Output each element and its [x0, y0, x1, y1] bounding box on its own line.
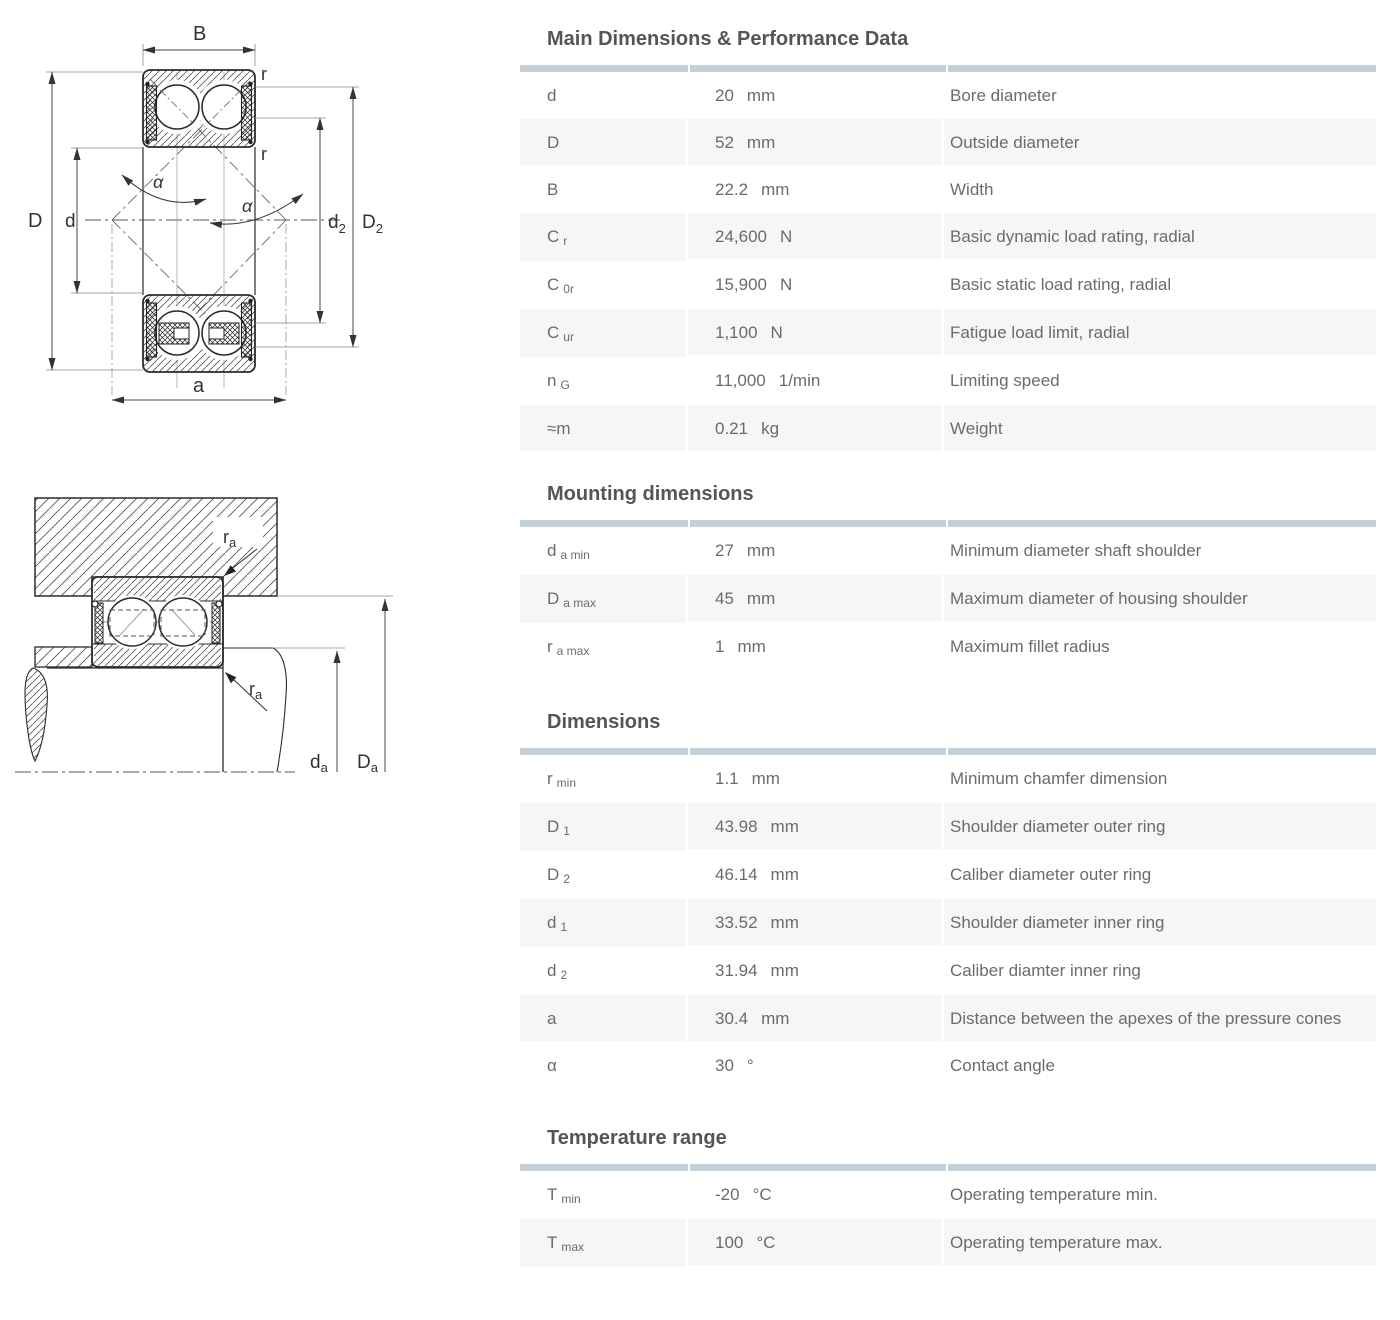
symbol-cell: D 1	[520, 803, 688, 851]
value-cell	[688, 405, 944, 451]
table-section	[520, 481, 1376, 671]
table-row	[520, 166, 1376, 213]
header-bar-segment	[948, 520, 1376, 527]
description-cell: Minimum chamfer dimension	[950, 769, 1168, 788]
symbol-subscript: a max	[563, 596, 596, 610]
header-bar-segment	[520, 748, 688, 755]
dim-label-D2: $D_2$	[362, 212, 383, 236]
table-row	[520, 851, 1376, 899]
value: 1	[715, 637, 725, 656]
symbol-cell: T min	[520, 1171, 688, 1219]
value: 46.14	[715, 865, 758, 884]
table-row	[520, 261, 1376, 309]
value: 15,900	[715, 275, 767, 294]
header-bar-segment	[690, 1164, 946, 1171]
mounting-drawing	[5, 465, 435, 825]
symbol-cell: D 2	[520, 851, 688, 899]
description-cell: Contact angle	[950, 1056, 1055, 1075]
table-row	[520, 803, 1376, 851]
header-bar-segment	[690, 748, 946, 755]
header-bar-segment	[520, 520, 688, 527]
description-cell: Width	[950, 180, 994, 199]
dim-Da	[357, 599, 385, 775]
description-cell: Outside diameter	[944, 119, 1376, 165]
value-cell	[688, 1042, 944, 1088]
value: 43.98	[715, 817, 758, 836]
dim-label-d2: $d_2$	[328, 212, 346, 236]
header-bar-segment	[948, 748, 1376, 755]
symbol-subscript: 0r	[563, 282, 574, 296]
symbol-cell: ≈m	[520, 405, 688, 451]
spec-tables	[520, 0, 1376, 1267]
description-cell: Caliber diamter inner ring	[950, 961, 1141, 980]
contact-angle-annotation	[122, 172, 303, 224]
table-header-bar	[520, 520, 1376, 527]
unit: mm	[737, 637, 766, 656]
bearing-cross-section-drawing	[10, 10, 430, 440]
dim-label-ra: $r_a$	[249, 679, 263, 702]
unit: mm	[746, 133, 776, 152]
unit: °	[746, 1056, 754, 1075]
unit: kg	[761, 419, 780, 438]
symbol-cell: C ur	[520, 309, 688, 357]
value-cell	[688, 166, 944, 212]
unit: N	[780, 227, 793, 246]
description-cell: Fatigue load limit, radial	[944, 309, 1376, 355]
bearing-section	[92, 577, 223, 667]
table-row	[520, 1219, 1376, 1267]
header-bar-segment	[520, 1164, 688, 1171]
dim-label-r-top: r	[261, 64, 267, 84]
symbol-subscript: 1	[560, 920, 568, 934]
symbol-cell: n G	[520, 357, 688, 405]
value-cell	[688, 899, 944, 945]
value-cell	[688, 261, 944, 307]
unit: mm	[770, 865, 799, 884]
description-cell: Maximum fillet radius	[950, 637, 1110, 656]
dim-label-d: d	[65, 211, 76, 232]
table-row	[520, 309, 1376, 357]
symbol-subscript: a max	[556, 644, 590, 658]
value-cell	[688, 575, 944, 621]
description-cell: Operating temperature min.	[950, 1185, 1158, 1204]
table-row	[520, 357, 1376, 405]
bearing-bore-edges	[143, 147, 255, 295]
table-row	[520, 755, 1376, 803]
dim-D	[28, 72, 143, 370]
dim-da	[310, 651, 337, 775]
symbol-subscript: ur	[563, 330, 574, 344]
dim-label-ra: $r_a$	[223, 527, 237, 550]
unit: mm	[770, 961, 799, 980]
dim-label-a: a	[193, 375, 205, 397]
symbol-cell: r a max	[520, 623, 688, 671]
description-cell: Maximum diameter of housing shoulder	[944, 575, 1376, 621]
unit: °C	[756, 1233, 776, 1252]
unit: mm	[761, 1009, 790, 1028]
symbol-cell: a	[520, 995, 688, 1041]
bearing-upper-section	[143, 70, 255, 147]
unit: mm	[746, 86, 776, 105]
table-row	[520, 575, 1376, 623]
seal	[242, 86, 252, 140]
unit: mm	[761, 180, 790, 199]
value: 1.1	[715, 769, 739, 788]
dim-label-B: B	[193, 23, 207, 45]
seal	[147, 303, 157, 357]
value-cell	[688, 803, 944, 849]
table-header-bar	[520, 1164, 1376, 1171]
section-title: Mounting dimensions	[547, 483, 754, 505]
table-section	[520, 709, 1376, 1089]
dim-label-r-bottom: r	[261, 144, 267, 164]
unit: mm	[746, 541, 776, 560]
unit: N	[780, 275, 793, 294]
value-cell	[688, 1219, 944, 1265]
seal	[212, 603, 220, 643]
value: 30.4	[715, 1009, 749, 1028]
seal	[147, 86, 157, 140]
value-cell	[688, 755, 944, 801]
table-row	[520, 1171, 1376, 1219]
table-row	[520, 72, 1376, 119]
description-cell: Operating temperature max.	[944, 1219, 1376, 1265]
value: 33.52	[715, 913, 758, 932]
unit: mm	[770, 913, 799, 932]
value: 22.2	[715, 180, 749, 199]
description-cell: Bore diameter	[950, 86, 1057, 105]
unit: N	[770, 323, 783, 342]
unit: mm	[751, 769, 780, 788]
header-bar-segment	[690, 520, 946, 527]
value-cell	[688, 357, 944, 403]
section-title: Temperature range	[547, 1127, 727, 1149]
header-bar-segment	[948, 1164, 1376, 1171]
table-row	[520, 947, 1376, 995]
table-row	[520, 623, 1376, 671]
table-header-bar	[520, 65, 1376, 72]
value: 52	[715, 133, 734, 152]
value: 31.94	[715, 961, 758, 980]
alpha-label: α	[153, 172, 164, 192]
symbol-cell: D	[520, 119, 688, 165]
bearing-lower-section	[143, 295, 255, 372]
dim-label-Da: $D_a$	[357, 752, 378, 775]
unit: mm	[746, 589, 776, 608]
table-row	[520, 405, 1376, 452]
header-bar-segment	[520, 65, 688, 72]
table-section	[520, 1125, 1376, 1267]
symbol-subscript: 2	[563, 872, 570, 886]
dim-label-da: $d_a$	[310, 752, 328, 775]
symbol-cell: d	[520, 72, 688, 118]
value: 24,600	[715, 227, 767, 246]
unit: °C	[752, 1185, 772, 1204]
header-bar-segment	[690, 65, 946, 72]
section-title: Main Dimensions & Performance Data	[547, 28, 909, 50]
description-cell: Limiting speed	[950, 371, 1060, 390]
description-cell: Shoulder diameter inner ring	[944, 899, 1376, 945]
value: 45	[715, 589, 734, 608]
value: -20	[715, 1185, 740, 1204]
value-cell	[688, 623, 944, 669]
dim-B	[143, 23, 255, 66]
symbol-subscript: 2	[560, 968, 568, 982]
symbol-cell: d a min	[520, 527, 688, 575]
symbol-subscript: r	[563, 234, 568, 248]
symbol-cell: B	[520, 166, 688, 212]
value: 0.21	[715, 419, 749, 438]
description-cell: Shoulder diameter outer ring	[944, 803, 1376, 849]
symbol-cell: r min	[520, 755, 688, 803]
value-cell	[688, 995, 944, 1041]
description-cell: Caliber diameter outer ring	[950, 865, 1152, 884]
table-row	[520, 527, 1376, 575]
table-row	[520, 995, 1376, 1042]
value-cell	[688, 527, 944, 573]
symbol-cell: α	[520, 1042, 688, 1088]
symbol-cell: d 1	[520, 899, 688, 947]
description-cell: Basic static load rating, radial	[950, 275, 1172, 294]
dim-d	[65, 148, 143, 293]
description-cell: Basic dynamic load rating, radial	[944, 213, 1376, 259]
table-row	[520, 1042, 1376, 1089]
seal	[242, 303, 252, 357]
description-cell: Weight	[944, 405, 1376, 451]
table-header-bar	[520, 748, 1376, 755]
value-cell	[688, 213, 944, 259]
description-cell: Distance between the apexes of the pressure cones	[944, 995, 1376, 1041]
symbol-subscript: min	[556, 776, 577, 790]
symbol-cell: C r	[520, 213, 688, 261]
value-cell	[688, 1171, 944, 1217]
ra-annotation-bottom	[225, 672, 267, 711]
symbol-cell: d 2	[520, 947, 688, 995]
table-section	[520, 26, 1376, 452]
section-title: Dimensions	[547, 711, 661, 733]
value: 27	[715, 541, 734, 560]
dim-D2	[255, 87, 383, 347]
value: 1,100	[715, 323, 758, 342]
unit: 1/min	[778, 371, 821, 390]
value-cell	[688, 309, 944, 355]
table-row	[520, 899, 1376, 947]
value: 20	[715, 86, 734, 105]
symbol-subscript: a min	[560, 548, 590, 562]
symbol-cell: D a max	[520, 575, 688, 623]
table-row	[520, 119, 1376, 166]
header-bar-segment	[948, 65, 1376, 72]
value-cell	[688, 72, 944, 118]
alpha-label: α	[242, 196, 253, 216]
value-cell	[688, 119, 944, 165]
value: 30	[715, 1056, 734, 1075]
symbol-subscript: G	[560, 378, 570, 392]
table-row	[520, 213, 1376, 261]
value-cell	[688, 947, 944, 993]
symbol-subscript: max	[561, 1240, 585, 1254]
description-cell: Minimum diameter shaft shoulder	[950, 541, 1202, 560]
symbol-cell: T max	[520, 1219, 688, 1267]
value: 11,000	[715, 371, 766, 390]
symbol-subscript: min	[561, 1192, 581, 1206]
symbol-cell: C 0r	[520, 261, 688, 309]
value: 100	[715, 1233, 744, 1252]
seal	[95, 603, 103, 643]
dim-label-D: D	[28, 210, 43, 232]
value-cell	[688, 851, 944, 897]
unit: mm	[770, 817, 799, 836]
symbol-subscript: 1	[563, 824, 570, 838]
